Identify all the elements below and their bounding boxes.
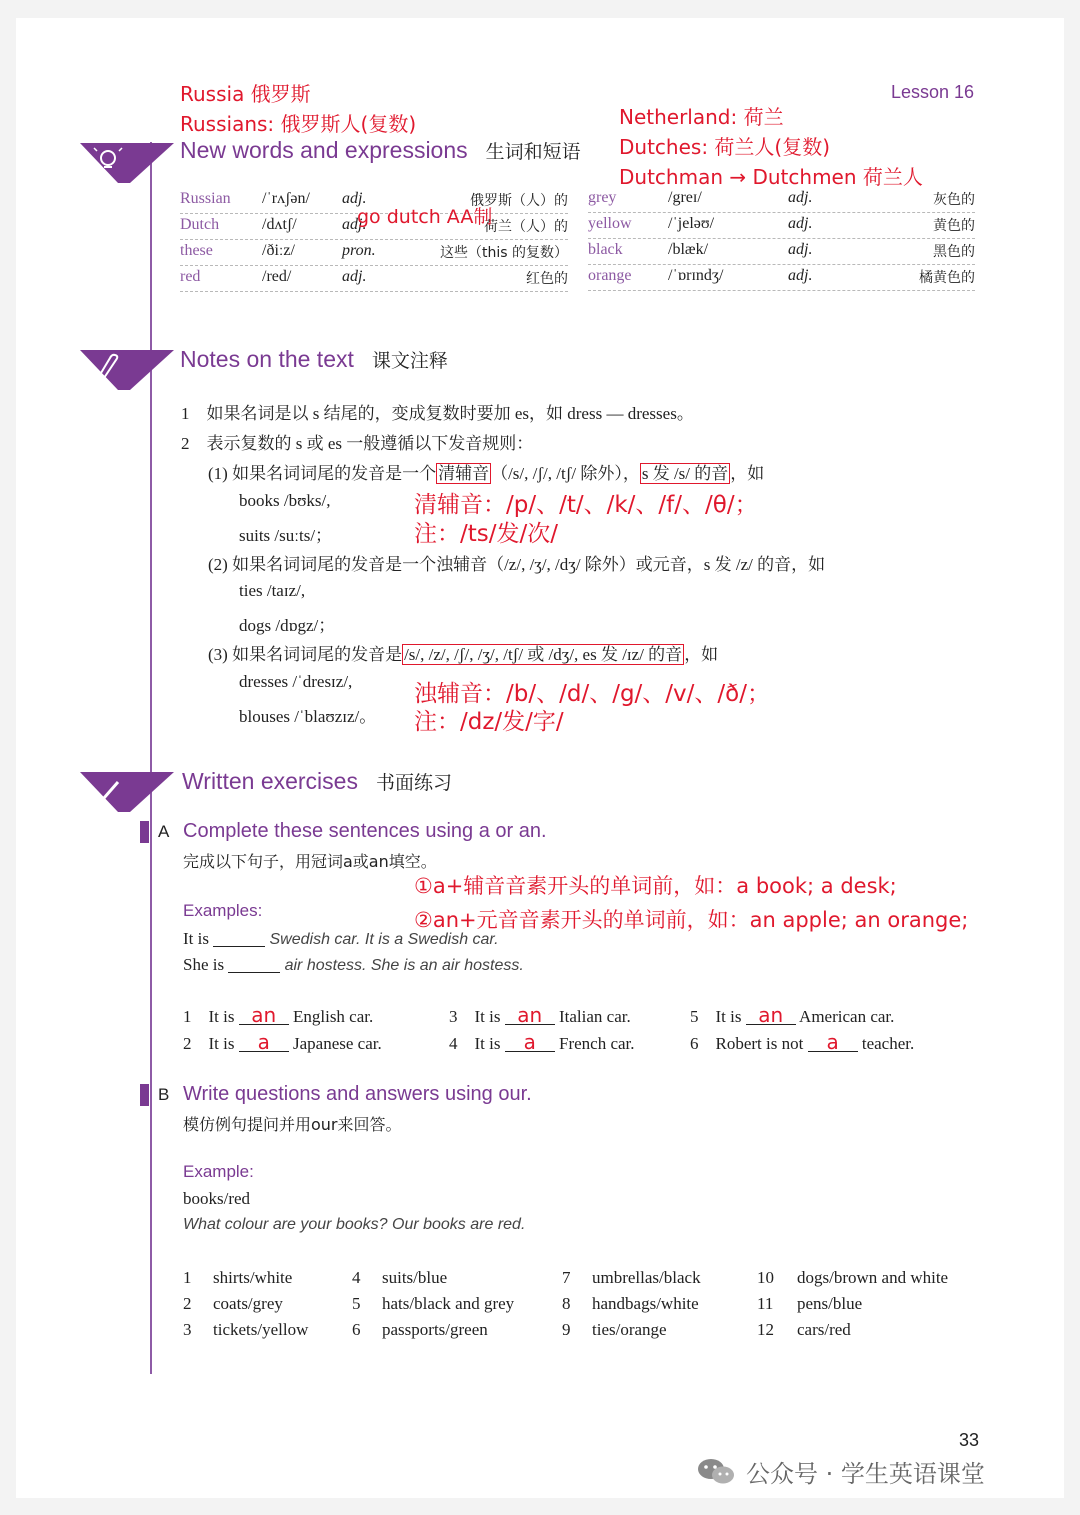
item-number: 1 [183,1007,192,1026]
item-number: 2 [183,1034,192,1053]
notes-title-cn: 课文注释 [371,350,448,372]
item-start: It is [715,1007,742,1026]
annotation-an-rule: ②an+元音音素开头的单词前，如：an apple; an orange; [414,908,969,932]
rule-1-example-2: suits /suːts/； [239,526,333,545]
item-number: 2 [183,1294,192,1313]
annotation-voiced-note: 注：/dz/发/字/ [414,709,564,735]
item-number: 9 [562,1320,571,1339]
item-text: ties/orange [592,1320,667,1339]
annotation-go-dutch: go dutch AA制 [357,206,493,228]
vocab-phonetic: /blæk/ [668,241,709,258]
item-start: Robert is not [715,1034,804,1053]
exercise-a-letter: A [158,822,170,841]
vocab-phonetic: /ðiːz/ [262,242,295,259]
vocab-meaning: 灰色的 [933,192,975,208]
vocab-phonetic: /greɪ/ [668,189,702,206]
rule-3 [208,640,718,665]
exercise-a-item-1 [183,1003,374,1027]
vocab-word: black [588,241,623,258]
answer-blank[interactable]: an [746,1006,796,1025]
exercise-b-item [352,1268,447,1288]
example-2-start: She is [183,955,225,974]
written-title: Written exercises [182,768,358,794]
item-number: 5 [690,1007,699,1026]
item-start: It is [474,1034,501,1053]
rule-3-text-end: ，如 [684,645,719,664]
vocab-meaning: 黄色的 [933,218,975,234]
item-text: pens/blue [797,1294,863,1313]
exercise-b-letter: B [158,1085,170,1104]
item-end: teacher. [861,1034,915,1053]
exercise-b-instruction: 模仿例句提问并用our来回答。 [183,1115,402,1134]
exercise-b-item [562,1320,667,1340]
item-text: umbrellas/black [592,1268,701,1287]
vocab-meaning: 这些（this 的复数） [440,245,568,261]
answer-blank[interactable]: an [505,1006,555,1025]
annotation-russians: Russians: 俄罗斯人(复数) [180,112,417,136]
wechat-icon [696,1456,736,1488]
vocab-row [588,212,975,239]
item-end: English car. [292,1007,374,1026]
rule-1 [208,459,764,484]
rule-1-text: (1) 如果名词词尾的发音是一个 [208,464,437,483]
item-text: cars/red [797,1320,851,1339]
item-number: 6 [352,1320,361,1339]
item-text: hats/black and grey [382,1294,515,1313]
notes-heading [180,346,448,373]
answer-blank[interactable]: a [808,1033,858,1052]
item-start: It is [208,1007,235,1026]
item-start: It is [208,1034,235,1053]
item-number: 11 [757,1294,774,1313]
section-banner-notes [80,348,176,392]
vocab-phonetic: /dʌtʃ/ [262,216,297,233]
item-number: 7 [562,1268,571,1287]
rule-3-example-2: blouses /ˈblaʊzɪz/。 [239,707,377,726]
example-1 [183,928,499,949]
item-number: 10 [757,1268,774,1287]
exercise-b-item [183,1320,308,1340]
annotation-a-rule: ①a+辅音音素开头的单词前，如：a book; a desk; [414,874,897,898]
vocab-meaning: 橘黄色的 [919,270,975,286]
section-banner-new-words [80,141,176,185]
vocab-word: red [180,268,201,285]
annotation-voiced: 浊辅音：/b/、/d/、/g/、/v/、/ð/； [414,681,770,707]
vocab-pos: adj. [342,190,367,207]
example-2-blank [228,954,280,973]
vocab-row [180,265,568,292]
example-1-blank [213,928,265,947]
rule-3-example-1: dresses /ˈdresɪz/, [239,672,353,691]
rule-2-example-2: dogs /dɒgz/； [239,616,336,635]
vocab-row [588,186,975,213]
rule-1-text-end: ，如 [730,464,765,483]
exercise-a-item-5 [690,1003,895,1027]
exercise-b-item [757,1320,851,1340]
rule-2: (2) 如果名词词尾的发音是一个浊辅音（/z/, /ʒ/, /dʒ/ 除外）或元音，s 发 /z/ 的音，如 [208,555,826,574]
vocab-word: Russian [180,190,231,207]
annotation-russia: Russia 俄罗斯 [180,82,311,106]
exercise-b-item [352,1320,488,1340]
exercise-b-item [183,1294,283,1314]
item-number: 5 [352,1294,361,1313]
annotation-netherland: Netherland: 荷兰 [619,105,784,129]
vocab-phonetic: /red/ [262,268,292,285]
item-end: Italian car. [558,1007,631,1026]
exercise-a-item-6 [690,1030,915,1054]
vocab-meaning: 红色的 [526,271,568,287]
annotation-dutches: Dutches: 荷兰人(复数) [619,135,831,159]
rule-3-highlight: /s/, /z/, /ʃ/, /ʒ/, /tʃ/ 或 /dʒ/, es 发 /ɪz/ 的音 [404,645,683,664]
vocab-pos: adj. [342,216,367,233]
vocab-phonetic: /ˈɒrɪndʒ/ [668,267,724,284]
written-title-cn: 书面练习 [375,772,452,794]
answer-blank[interactable]: a [505,1033,555,1052]
item-number: 3 [449,1007,458,1026]
vocab-pos: adj. [788,267,813,284]
item-number: 1 [183,1268,192,1287]
item-end: Japanese car. [292,1034,382,1053]
item-number: 8 [562,1294,571,1313]
answer-blank[interactable]: an [239,1006,289,1025]
item-number: 3 [183,1320,192,1339]
item-text: suits/blue [382,1268,448,1287]
new-words-title-cn: 生词和短语 [485,141,581,163]
exercise-a-instruction: 完成以下句子，用冠词a或an填空。 [183,852,437,871]
vocab-pos: adj. [788,189,813,206]
exercise-b-item [562,1294,699,1314]
annotation-voiceless-note: 注：/ts/发/次/ [414,521,558,547]
example-1-end: Swedish car. It is a Swedish car. [269,931,499,948]
item-text: passports/green [382,1320,488,1339]
exercise-a-item-3 [449,1003,631,1027]
example-2 [183,954,524,975]
item-number: 6 [690,1034,699,1053]
vocab-pos: adj. [788,241,813,258]
vocab-word: these [180,242,213,259]
exercise-a-item-4 [449,1030,635,1054]
exercise-b-item [757,1294,862,1314]
exercise-b-item [352,1294,514,1314]
answer-blank[interactable]: a [239,1033,289,1052]
rule-1-example-1: books /bʊks/, [239,491,331,510]
item-number: 4 [352,1268,361,1287]
item-text: dogs/brown and white [797,1268,949,1287]
exercise-b-item [757,1268,948,1288]
rule-1-text-mid: （/s/, /ʃ/, /tʃ/ 除外）， [491,464,640,483]
item-text: handbags/white [592,1294,699,1313]
note-1: 1 如果名词是以 s 结尾的，变成复数时要加 es，如 dress — dresses。 [181,404,694,423]
annotation-voiceless: 清辅音：/p/、/t/、/k/、/f/、/θ/； [414,492,758,518]
vocab-pos: adj. [342,268,367,285]
item-number: 12 [757,1320,774,1339]
new-words-title: New words and expressions [180,137,468,163]
vocab-meaning: 俄罗斯（人）的 [470,193,568,209]
exercise-b-marker [140,1084,149,1106]
section-banner-written [80,770,176,814]
exercise-a-title: Complete these sentences using a or an. [183,820,547,842]
watermark [696,1454,985,1489]
vocab-meaning: 荷兰（人）的 [484,219,568,235]
item-text: shirts/white [213,1268,293,1287]
exercise-b-item [183,1268,292,1288]
example-1-start: It is [183,929,209,948]
vocab-phonetic: /ˈjeləʊ/ [668,215,715,232]
item-end: French car. [558,1034,635,1053]
watermark-text: 公众号 · 学生英语课堂 [746,1460,985,1488]
margin-rule [150,142,152,1374]
examples-label: Examples: [183,901,263,920]
rule-1-highlight-s: s 发 /s/ 的音 [641,464,729,483]
lesson-label: Lesson 16 [891,82,975,102]
written-heading [182,768,452,795]
item-text: tickets/yellow [213,1320,309,1339]
exercise-b-item [562,1268,701,1288]
vocab-pos: adj. [788,215,813,232]
page-number: 33 [959,1430,980,1450]
vocab-row [588,264,975,291]
b-example-1: books/red [183,1189,251,1208]
annotation-dutchman: Dutchman → Dutchmen 荷兰人 [619,165,923,189]
item-number: 4 [449,1034,458,1053]
rule-2-example-1: ties /taɪz/, [239,581,306,600]
note-2: 2 表示复数的 s 或 es 一般遵循以下发音规则： [181,434,534,453]
vocab-row [588,238,975,265]
b-example-2: What colour are your books? Our books are red. [183,1216,526,1233]
item-start: It is [474,1007,501,1026]
vocab-word: orange [588,267,632,284]
new-words-heading [180,137,581,164]
exercise-a-item-2 [183,1030,382,1054]
item-end: American car. [799,1007,895,1026]
vocab-word: grey [588,189,617,206]
example-2-end: air hostess. She is an air hostess. [284,957,524,974]
vocab-meaning: 黑色的 [933,244,975,260]
vocab-row [180,239,568,266]
exercise-b-title: Write questions and answers using our. [183,1083,532,1105]
rule-3-text: (3) 如果名词词尾的发音是 [208,645,403,664]
vocab-word: yellow [588,215,632,232]
item-text: coats/grey [213,1294,283,1313]
vocab-pos: pron. [342,242,376,259]
notes-title: Notes on the text [180,346,354,372]
exercise-a-marker [140,821,149,843]
vocab-word: Dutch [180,216,220,233]
b-example-label: Example: [183,1162,254,1181]
rule-1-highlight-voiceless: 清辅音 [438,464,490,483]
vocab-phonetic: /ˈrʌʃən/ [262,190,310,207]
